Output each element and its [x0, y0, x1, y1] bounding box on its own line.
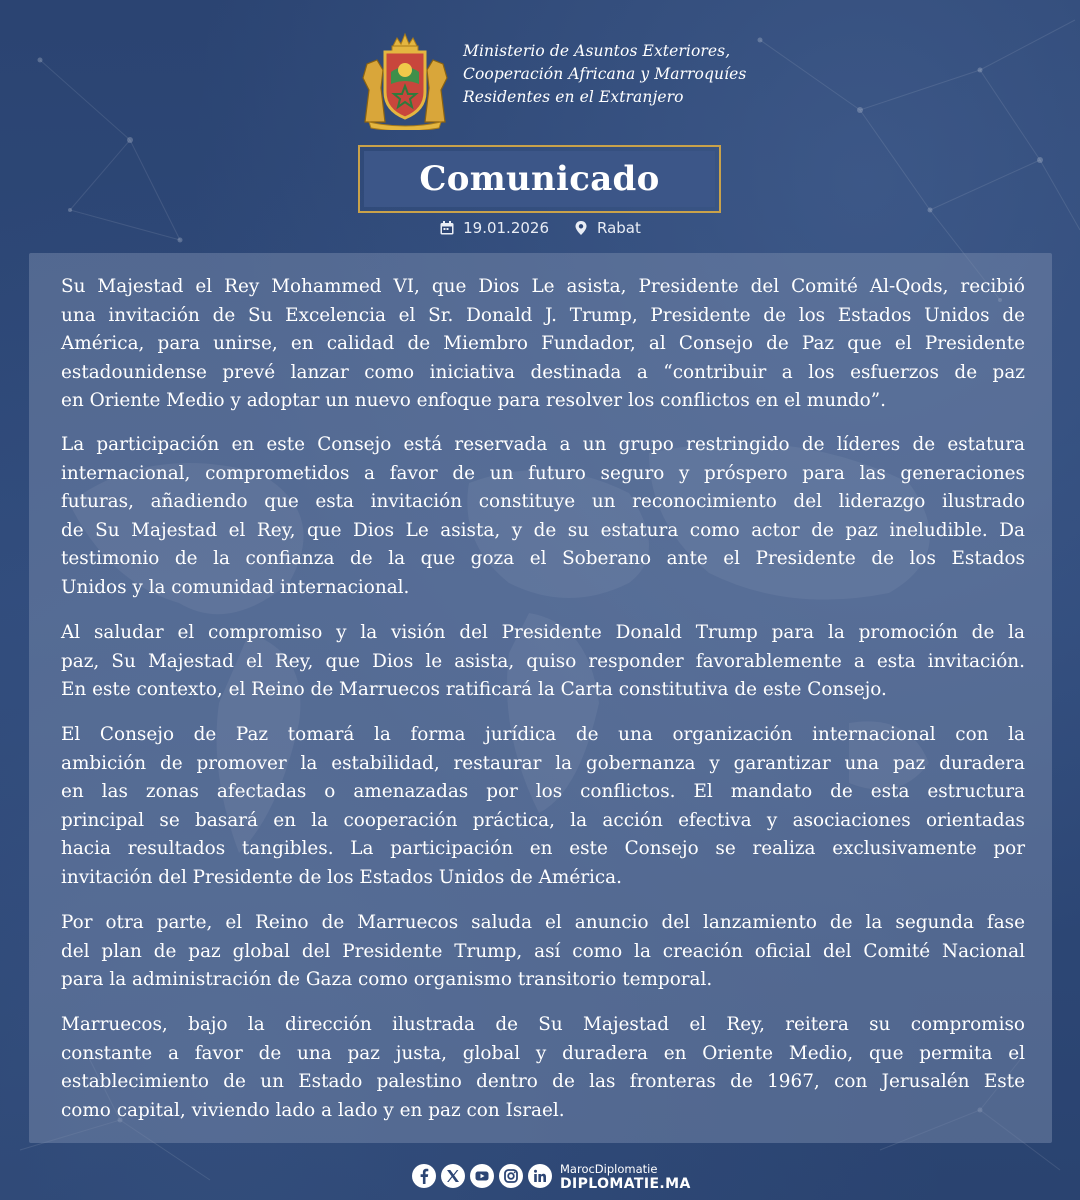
text-line: una invitación de Su Excelencia el Sr. Donald J. Trump, Presidente de los Estados Unidos de	[61, 304, 1025, 326]
date-location-bar	[0, 216, 1080, 240]
text-line: La participación en este Consejo está reservada a un grupo restringido de líderes de estatura	[61, 434, 1025, 455]
instagram-icon[interactable]	[499, 1164, 523, 1188]
paragraph	[61, 273, 1025, 416]
website-link[interactable]: DIPLOMATIE.MA	[560, 1176, 691, 1192]
text-line: ambición de promover la estabilidad, restaurar la gobernanza y garantizar una paz duradera	[61, 752, 1025, 774]
linkedin-icon[interactable]	[528, 1164, 552, 1188]
text-line: del plan de paz global del Presidente Trump, así como la creación oficial del Comité Nacional	[61, 940, 1025, 962]
page-title: Comunicado	[419, 159, 660, 199]
social-links	[412, 1164, 552, 1188]
calendar-icon	[439, 220, 455, 236]
text-line: Por otra parte, el Reino de Marruecos saluda el anuncio del lanzamiento de la segunda fase	[61, 912, 1025, 933]
location-text: Rabat	[597, 219, 641, 237]
paragraph	[61, 1011, 1025, 1125]
text-line: hacia resultados tangibles. La participación en este Consejo se realiza exclusivamente por	[61, 838, 1025, 859]
text-line: Su Majestad el Rey Mohammed VI, que Dios Le asista, Presidente del Comité Al-Qods, recibió	[61, 276, 1025, 297]
text-line: Unidos y la comunidad internacional.	[61, 576, 410, 598]
text-line: constante a favor de una paz justa, global y duradera en Oriente Medio, que permita el	[61, 1042, 1025, 1064]
ministry-header	[355, 30, 747, 130]
text-line: en Oriente Medio y adoptar un nuevo enfoque para resolver los conflictos en el mundo”.	[61, 390, 887, 411]
text-line: testimonio de la confianza de la que goza el Soberano ante el Presidente de los Estados	[61, 548, 1025, 569]
text-line: En este contexto, el Reino de Marruecos ratificará la Carta constitutiva de este Consejo.	[61, 679, 887, 700]
paragraph	[61, 909, 1025, 995]
brand	[560, 1162, 691, 1192]
location-pin-icon	[573, 220, 589, 236]
x-icon[interactable]	[441, 1164, 465, 1188]
text-line: en las zonas afectadas o amenazadas por los conflictos. El mandato de esta estructura	[61, 781, 1025, 802]
ministry-name	[463, 40, 753, 109]
text-line: futuras, añadiendo que esta invitación constituye un reconocimiento del liderazgo ilustrado	[61, 491, 1025, 512]
text-line: Marruecos, bajo la dirección ilustrada de Su Majestad el Rey, reitera su compromiso	[61, 1014, 1025, 1035]
text-line: Al saludar el compromiso y la visión del Presidente Donald Trump para la promoción de la	[61, 622, 1025, 643]
text-line: paz, Su Majestad el Rey, que Dios le asista, quiso responder favorablemente a esta invitación.	[61, 650, 1025, 672]
title-frame	[358, 145, 721, 213]
social-handle: MarocDiplomatie	[560, 1162, 658, 1176]
footer	[0, 1160, 1080, 1196]
paragraph	[61, 619, 1025, 705]
date-text: 19.01.2026	[463, 219, 549, 237]
text-line: de Su Majestad el Rey, que Dios Le asista, y de su estatura como actor de paz ineludible. Da	[61, 519, 1025, 541]
ministry-line: Cooperación Africana y Marroquíes	[463, 65, 747, 83]
text-line: para la administración de Gaza como organismo transitorio temporal.	[61, 969, 713, 990]
text-line: principal se basará en la cooperación práctica, la acción efectiva y asociaciones orientadas	[61, 809, 1025, 831]
text-line: internacional, comprometidos a favor de un futuro seguro y próspero para las generaciones	[61, 462, 1025, 484]
text-line: América, para unirse, en calidad de Miembro Fundador, al Consejo de Paz que el Presidente	[61, 333, 1025, 354]
paragraph	[61, 721, 1025, 892]
text-line: estadounidense prevé lanzar como iniciativa destinada a “contribuir a los esfuerzos de paz	[61, 361, 1025, 383]
title-panel	[364, 151, 715, 207]
moroccan-coat-of-arms-icon	[355, 30, 455, 130]
ministry-line: Ministerio de Asuntos Exteriores,	[463, 42, 731, 60]
text-line: invitación del Presidente de los Estados Unidos de América.	[61, 866, 622, 888]
paragraph	[61, 431, 1025, 602]
text-line: como capital, viviendo lado a lado y en paz con Israel.	[61, 1099, 565, 1121]
ministry-line: Residentes en el Extranjero	[463, 88, 684, 106]
text-line: El Consejo de Paz tomará la forma jurídica de una organización internacional con la	[61, 724, 1025, 745]
facebook-icon[interactable]	[412, 1164, 436, 1188]
communique-body	[29, 253, 1052, 1143]
text-line: establecimiento de un Estado palestino dentro de las fronteras de 1967, con Jerusalén Este	[61, 1071, 1025, 1092]
youtube-icon[interactable]	[470, 1164, 494, 1188]
